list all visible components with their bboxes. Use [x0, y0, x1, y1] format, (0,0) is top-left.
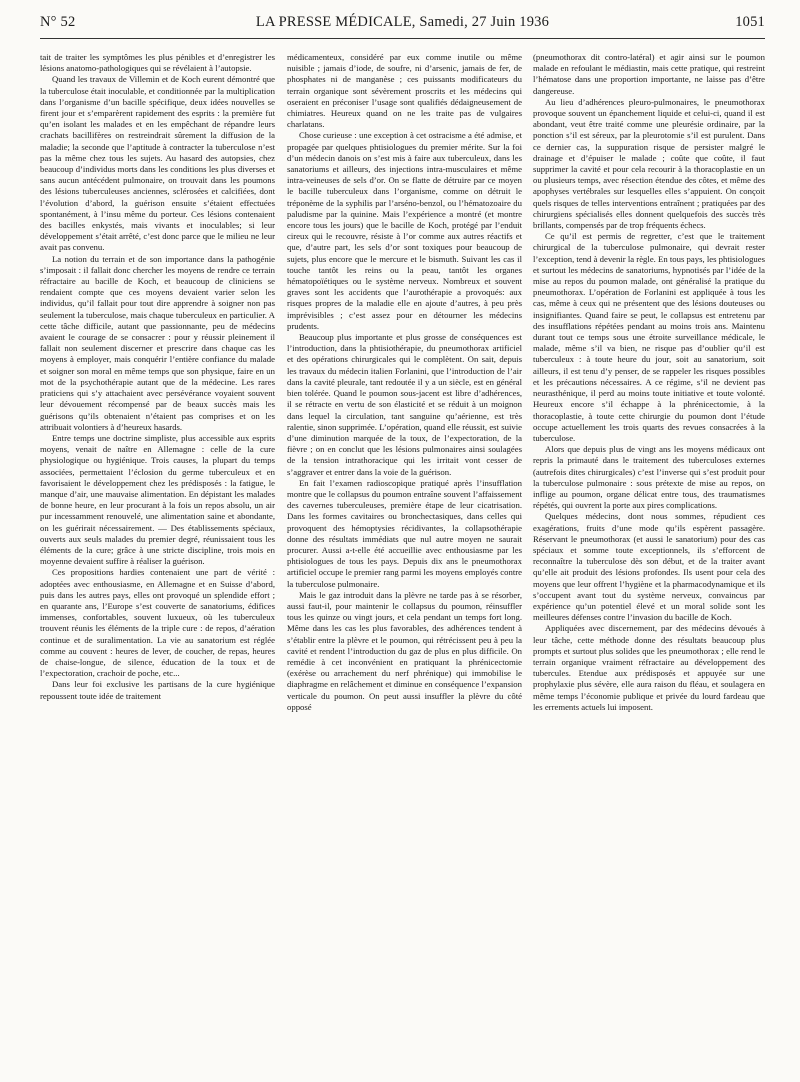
page-number: 1051 — [735, 14, 765, 30]
paragraph: Mais le gaz introduit dans la plèvre ne tarde pas à se résorber, aussi faut-il, pour maintenir le collapsus du poumon, réinsuffler tous les quinze ou vingt jours, et cela pendant un temps fort long. Même dans les cas les plus favorables, des adhérences tendent à s’établir entre la plèvre et le poumon, qui rétrécissent peu à peu la cavité et rendent l’introduction du gaz de plus en plus difficile. On remédie à cet inconvénient en pratiquant la phrénicectomie (exérèse ou arrachement du nerf phrénique) qui immobilise le diaphragme en relâchement et diminue en conséquence l’expansion verticale du poumon. On peut aussi insuffler la plèvre du côté opposé — [287, 589, 522, 712]
paragraph: Beaucoup plus importante et plus grosse de conséquences est l’introduction, dans la phtisiothérapie, du pneumothorax artificiel et des opérations chirurgicales qui le complètent. On sait, depuis les travaux du médecin italien Forlanini, que l’introduction de l’air dans la cavité pleurale, tant redoutée il y a un siècle, est en général bien tolérée. Quand le poumon sous-jacent est libre d’adhérences, il se rétracte en vertu de son élasticité et se réduit à un moignon dans lequel la circulation, tant sanguine qu’aérienne, est très ralentie, sinon supprimée. L’opération, quand elle réussit, est suivie d’une diminution marquée de la toux, de l’expectoration, de la fièvre ; on en conclut que les lésions pulmonaires ainsi soulagées de la tension intrathoracique qui les irritait vont cesser de s’aggraver et entrer dans la voie de la guérison. — [287, 332, 522, 477]
journal-title: LA PRESSE MÉDICALE, Samedi, 27 Juin 1936 — [255, 14, 550, 30]
paragraph: Quand les travaux de Villemin et de Koch eurent démontré que la tuberculose était inoculable, et conditionnée par la multiplication dans l’organisme d’un bacille spécifique, deux idées nouvelles se firent jour et s’emparèrent rapidement des esprits : la première fut qu’en isolant les malades et en les empêchant de répandre leurs crachats bacillifères on restreindrait sûrement la diffusion de la maladie; la seconde que l’aptitude à contracter la tuberculose n’est pas la même chez tous les sujets. Au hasard des autopsies, chez beaucoup d’individus morts dans les conditions les plus diverses et sans aucun antécédent pulmonaire, on trouvait dans les poumons des lésions tuberculeuses anciennes, sclérosées et calcifiées, dont l’évolution d’abord, la guérison ensuite s’étaient effectuées spontanément, à l’insu même du porteur. Ces lésions contenaient des bacilles enkystés, mais vivants et inoculables; si leur développement s’était arrêté, c’est donc parce que le milieu ne leur avait pas convenu. — [40, 74, 275, 253]
paragraph: Alors que depuis plus de vingt ans les moyens médicaux ont repris la primauté dans le traitement des tuberculoses externes (autrefois dites chirurgicales) c’est l’inverse qui s’est produit pour la tuberculose pulmonaire : sous prétexte de mise au repos, on inflige au poumon, organe délicat entre tous, des traumatismes répétés, qui ouvrent la porte aux pires complications. — [533, 444, 765, 511]
paragraph: Ce qu’il est permis de regretter, c’est que le traitement chirurgical de la tuberculose pulmonaire, qui devrait rester l’exception, tend à devenir la règle. En tous pays, les phtisiologues et surtout les médecins de sanatoriums, hypnotisés par l’idée de la mise au repos du poumon malade, ont généralisé la pratique du pneumothorax. L’opération de Forlanini est appliquée à tous les cas, même à ceux qui ne présentent que des lésions douteuses ou insignifiantes. Quand faire se peut, le collapsus est entretenu par des insufflations répétées pendant au moins trois ans. Maintenu durant tout ce temps sous une étroite surveillance médicale, le malade, même s’il va bien, ne risque pas d’oublier qu’il est tuberculeux : à toute heure du jour, soit au sanatorium, soit ailleurs, il est tenu d’y penser, de se rappeler les risques possibles et les précautions nécessaires. A ce régime, s’il ne devient pas neurasthénique, il perd au moins toute initiative et toute volonté. Heureux encore s’il échappe à la phrénicectomie, à la thoracoplastie, à toute cette chirurgie du poumon dont l’étude occupe actuellement les trois quarts des revues consacrées à la tuberculose. — [533, 231, 765, 443]
paragraph: Appliquées avec discernement, par des médecins dévoués à leur tâche, cette méthode donne des résultats beaucoup plus prompts et surtout plus solides que les pneumothorax ; elle rend le terrain organique vraiment réfractaire au développement des tubercules. Etendue aux prédisposés et appuyée sur une prophylaxie plus sévère, elle aura raison du fléau, et soulagera en même temps l’économie publique et privée du lourd fardeau que les errements actuels lui imposent. — [533, 623, 765, 712]
paragraph: Entre temps une doctrine simpliste, plus accessible aux esprits moyens, venait de naître en Allemagne : celle de la cure physiologique ou hygiénique. Trois causes, la plupart du temps associées, permettaient l’éclosion du germe tuberculeux et en favorisaient le développement chez les prédisposés : la fatigue, le manque d’air, une mauvaise alimentation. En dépistant les malades de bonne heure, en leur procurant à la fois un repos absolu, un air pur incessamment renouvelé, une alimentation saine et abondante, on les guérirait nécessairement. — Des établissements spéciaux, ouverts aux seuls malades du premier degré, réunissaient tous les éléments de la cure; grâce à une stricte discipline, trois mois en moyenne devaient suffire à réaliser la guérison. — [40, 432, 275, 567]
header-rule — [40, 38, 765, 39]
page-header — [40, 14, 765, 40]
paragraph: Ces propositions hardies contenaient une part de vérité : adoptées avec enthousiasme, en Allemagne et en Suisse d’abord, puis dans les autres pays, elles ont provoqué un splendide effort ; en quarante ans, l’Europe s’est couverte de sanatoriums, édifices immenses, confortables, souvent luxueux, où les tuberculeux trouvent réunis les éléments de la triple cure : de repos, d’aération continue et de suralimentation. La vie au sanatorium est réglée comme au couvent : heures de lever, de coucher, de repas, heures de chaise-longue, de silence, éducation de la toux et de l’expectoration, crachoir de poche, etc... — [40, 567, 275, 679]
column-3 — [533, 52, 765, 713]
paragraph: tait de traiter les symptômes les plus pénibles et d’enregistrer les lésions anatomo-pathologiques qui se révélaient à l’autopsie. — [40, 52, 275, 74]
column-1 — [40, 52, 275, 702]
paragraph: Chose curieuse : une exception à cet ostracisme a été admise, et propagée par quelques phtisiologues du premier mérite. Sur la foi d’un médecin danois on s’est mis à faire aux tuberculeux, dans les sanatoriums et ailleurs, des injections intra-musculaires et même intra-veineuses de sels d’or. On se flatte de détruire par ce moyen le bacille tuberculeux dans l’organisme, comme on détruit le tréponème de la syphilis par l’arséno-benzol, ou l’hématozoaire du paludisme par la quinine. Mais l’expérience a montré (et montre encore tous les jours) que le bacille de Koch, protégé par l’enduit cireux qui le recouvre, résiste à l’or comme aux autres réactifs et que, d’autre part, les sels d’or sont toxiques pour beaucoup de sujets, plus encore que le mercure et le bismuth. Suivant les cas il touche tantôt les reins ou la peau, tantôt les organes hématopoïétiques ou le système nerveux. Nombreux et souvent graves sont les accidents que l’aurothérapie a provoqués: aux risques propres de la maladie elle en ajoute d’autres, à peu près imprévisibles ; c’est assez pour en détourner les médecins prudents. — [287, 130, 522, 331]
paragraph: En fait l’examen radioscopique pratiqué après l’insufflation montre que le collapsus du poumon entraîne souvent l’affaissement des cavernes tuberculeuses, première étape de leur cicatrisation. Dans les formes cavitaires ou bronchectasiques, dans celles qui provoquent des hémoptysies récidivantes, la collapsothérapie donne des résultats immédiats que nul autre moyen ne saurait procurer. Aussi a-t-elle été accueillie avec enthousiasme par les phtisiologues de tous les pays. Depuis dix ans le pneumothorax artificiel occupe le premier rang parmi les moyens employés contre la tuberculose pulmonaire. — [287, 477, 522, 589]
paragraph: La notion du terrain et de son importance dans la pathogénie s’imposait : il fallait donc chercher les moyens de rendre ce terrain réfractaire au bacille de Koch, et beaucoup de cliniciens se rendaient compte que ces moyens devaient varier selon les individus, qu’il fallait pour tout dire apprendre à soigner non pas seulement la tuberculose, mais chaque tuberculeux en particulier. A cette tâche difficile, autant que passionnante, peu de médecins avaient le courage de se consacrer : pour y réussir pleinement il fallait non seulement discerner et prescrire dans chaque cas les moyens à employer, mais conquérir l’entière confiance du malade et soigner son moral en même temps que son physique, faire en un mot de la psychothérapie autant que de la médecine. Les rares praticiens qui s’y attachaient avec persévérance voyaient souvent leur dévouement récompensé par de beaux succès mais les guérisons qu’ils obtenaient n’étaient pas comprises et on les attribuait volontiers à d’heureux hasards. — [40, 253, 275, 432]
paragraph: médicamenteux, considéré par eux comme inutile ou même nuisible ; jamais d’iode, de soufre, ni d’arsenic, jamais de fer, de phosphates ni de manganèse ; ces puissants modificateurs du terrain organique sont sévèrement proscrits et les médecins qui oseraient en préconiser l’usage sont qualifiés dédaigneusement de chimiatres. Heureux quand on ne les traite pas de vulgaires charlatans. — [287, 52, 522, 130]
article-body — [40, 52, 765, 1072]
paragraph: Dans leur foi exclusive les partisans de la cure hygiénique repoussent toute idée de traitement — [40, 679, 275, 701]
paragraph: Au lieu d’adhérences pleuro-pulmonaires, le pneumothorax provoque souvent un épanchement liquide et celui-ci, quand il est abondant, veut être traité comme une pleurésie ordinaire, par la ponction s’il est séreux, par la pleurotomie s’il est purulent. Dans ce dernier cas, la suppuration risque de persister malgré le drainage et d’épuiser le malade ; coûte que coûte, il faut supprimer la cavité et pour cela recourir à la thoracoplastie en un ou plusieurs temps, avec résection étendue des côtes, et même des apophyses vertébrales sur lesquelles elles s’appuient. On conçoit quels risques de telles interventions entraînent ; pratiquées par des chirurgiens spécialisés elles donnent quelquefois des succès très brillants, compensés par de trop fréquents échecs. — [533, 96, 765, 231]
issue-number: N° 52 — [40, 14, 76, 30]
paragraph: (pneumothorax dit contro-latéral) et agir ainsi sur le poumon malade en refoulant le médiastin, mais cette pratique, qui restreint l’hématose dans une proportion importante, ne laisse pas d’être dangereuse. — [533, 52, 765, 96]
column-2 — [287, 52, 522, 713]
paragraph: Quelques médecins, dont nous sommes, répudient ces exagérations, fruits d’une mode qu’ils espèrent passagère. Réservant le pneumothorax (et aussi le sanatorium) pour des cas spéciaux et somme toute exceptionnels, ils s’efforcent de reconnaître la tuberculose dès son début, et de la traiter avant qu’elle ait produit des lésions profondes. Ils usent pour cela des moyens que leur offrent l’hygiène et la pharmacodynamique et ils s’occupent avant tout du système nerveux, convaincus par expérience qu’un potentiel élevé et un moral solide sont les meilleures défenses contre l’invasion du bacille de Koch. — [533, 511, 765, 623]
